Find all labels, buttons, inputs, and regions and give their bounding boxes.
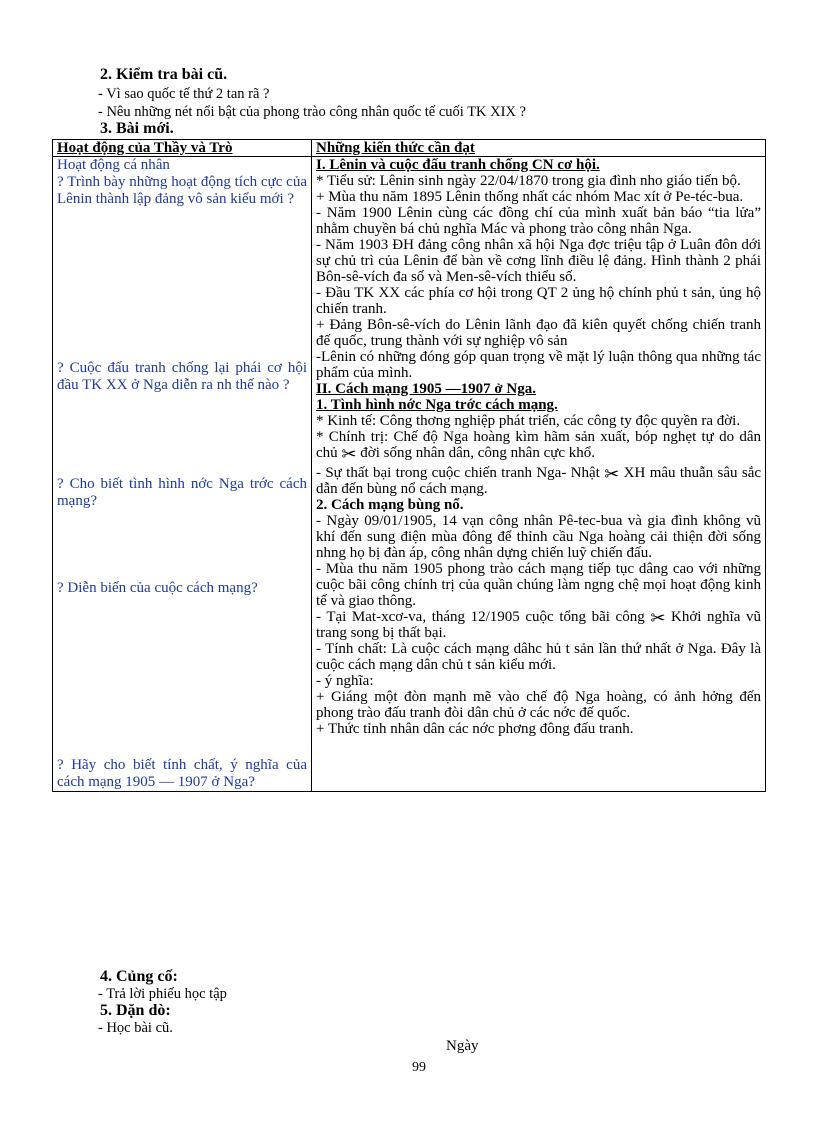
question-3: ? Cho biết tình hình nớc Nga trớc cách mạng? bbox=[57, 476, 307, 509]
header-teacher-student: Hoạt động của Thầy và Trò bbox=[53, 140, 312, 157]
scissors-icon: ✂ bbox=[650, 607, 666, 628]
table-body-row bbox=[53, 157, 766, 792]
section-2-title: 2. Kiểm tra bài cũ. bbox=[100, 66, 228, 83]
text-p9a: * Chính trị: Chế độ Nga hoàng kìm hãm sản xuất, bóp nghẹt tự do dân chủ bbox=[316, 429, 761, 461]
text-p17: + Thức tỉnh nhân dân các nớc phơng đông đấu tranh. bbox=[316, 721, 634, 737]
footer-date-label: Ngày bbox=[446, 1038, 479, 1054]
text-p11: - Ngày 09/01/1905, 14 vạn công nhân Pê-tec-bua và gia đình không vũ khí đến sung điện mùa đông để thỉnh cầu Nga hoàng cải thiện đời sống nhng họ bị đàn áp, công nhân dựng chiến luỹ chiến đấu. bbox=[316, 513, 761, 561]
text-p1: * Tiểu sử: Lênin sinh ngày 22/04/1870 trong gia đình nho giáo tiến bộ. bbox=[316, 173, 741, 189]
question-2: ? Cuộc đấu tranh chống lại phái cơ hội đầu TK XX ở Nga diễn ra nh thế nào ? bbox=[57, 360, 307, 393]
right-column bbox=[312, 157, 766, 792]
question-5: ? Hãy cho biết tính chất, ý nghĩa của cách mạng 1905 — 1907 ở Nga? bbox=[57, 757, 307, 790]
heading-revolution: II. Cách mạng 1905 —1907 ở Nga. bbox=[316, 381, 536, 397]
activity-intro: Hoạt động cá nhân bbox=[57, 157, 170, 173]
text-p15: - ý nghĩa: bbox=[316, 673, 374, 689]
section-2-line-1: - Vì sao quốc tế thứ 2 tan rã ? bbox=[98, 86, 270, 102]
scissors-icon: ✂ bbox=[604, 463, 620, 484]
text-p4: - Năm 1903 ĐH đảng công nhân xã hội Nga đợc triệu tập ở Luân đôn dới sự chủ trì của Lênin để bàn về cơng lĩnh điều lệ đảng. Hình thành 2 phái Bôn-sê-vích đa số và Men-sê-vích thiểu số. bbox=[316, 237, 761, 285]
heading-outbreak: 2. Cách mạng bùng nổ. bbox=[316, 497, 464, 513]
question-4: ? Diễn biến của cuộc cách mạng? bbox=[57, 580, 258, 596]
page-number: 99 bbox=[412, 1060, 426, 1075]
table-header-row bbox=[53, 140, 766, 157]
text-p14: - Tính chất: Là cuộc cách mạng dâhc hủ t sản lần thứ nhất ở Nga. Đây là cuộc cách mạng dân chủ t sản kiểu mới. bbox=[316, 641, 761, 673]
left-column bbox=[53, 157, 312, 792]
heading-lenin: I. Lênin và cuộc đấu tranh chống CN cơ hội. bbox=[316, 157, 600, 173]
text-p10a: - Sự thất bại trong cuộc chiến tranh Nga- Nhật bbox=[316, 465, 600, 481]
header-knowledge: Những kiến thức cần đạt bbox=[312, 140, 766, 157]
section-4-title: 4. Củng cố: bbox=[100, 968, 178, 985]
text-p5: - Đầu TK XX các phía cơ hội trong QT 2 ủng hộ chính phủ t sản, ủng hộ chiến tranh. bbox=[316, 285, 761, 317]
section-2-line-2: - Nêu những nét nổi bật của phong trào công nhân quốc tế cuối TK XIX ? bbox=[98, 104, 526, 120]
text-p10b: XH bbox=[623, 465, 646, 481]
text-p2: + Mùa thu năm 1895 Lênin thống nhất các nhóm Mac xít ở Pe-téc-bua. bbox=[316, 189, 744, 205]
text-p6: + Đảng Bôn-sê-vích do Lênin lãnh đạo đã kiên quyết chống chiến tranh đế quốc, trung thành với sự nghiệp vô sản bbox=[316, 317, 761, 349]
text-p7: -Lênin có những đóng góp quan trọng về mặt lý luận thông qua những tác phẩm của mình. bbox=[316, 349, 761, 381]
heading-situation: 1. Tình hình nớc Nga trớc cách mạng. bbox=[316, 397, 558, 413]
section-4-line: - Trả lời phiếu học tập bbox=[98, 986, 227, 1002]
lesson-table bbox=[52, 139, 766, 792]
text-p13a: - Tại Mat-xcơ-va, tháng 12/1905 cuộc tổng bãi công bbox=[316, 609, 645, 625]
text-p13 bbox=[316, 609, 761, 641]
text-p16: + Giáng một đòn mạnh mẽ vào chế độ Nga hoàng, có ảnh hởng đến phong trào đấu tranh đòi dân chủ ở các nớc đế quốc. bbox=[316, 689, 761, 721]
text-p12: - Mùa thu năm 1905 phong trào cách mạng tiếp tục dâng cao với những cuộc bãi công chính trị của quần chúng làm ngng chệ mọi hoạt động kinh tế và giao thông. bbox=[316, 561, 761, 609]
section-3-title: 3. Bài mới. bbox=[100, 120, 174, 137]
text-p8: * Kinh tế: Công thơng nghiệp phát triển, các công ty độc quyền ra đời. bbox=[316, 413, 741, 429]
text-p10c: mâu thuẫn sâu sắc dẫn đến bùng nổ cách mạng. bbox=[316, 465, 762, 497]
section-5-title: 5. Dặn dò: bbox=[100, 1002, 171, 1019]
scissors-icon: ✂ bbox=[341, 443, 357, 464]
text-p13b: Khởi nghĩa vũ trang song bị thất bại. bbox=[316, 609, 761, 641]
text-p9b: đời sống nhân dân, công nhân cực khổ. bbox=[360, 445, 596, 461]
question-1: ? Trình bày những hoạt động tích cực của Lênin thành lập đảng vô sản kiểu mới ? bbox=[57, 174, 307, 207]
text-p3: - Năm 1900 Lênin cùng các đồng chí của mình xuất bản báo “tia lửa” nhằm chuyền bá chủ nghĩa Mác và phong trào công nhân Nga. bbox=[316, 205, 761, 237]
text-p10 bbox=[316, 465, 761, 497]
section-5-line: - Học bài cũ. bbox=[98, 1020, 173, 1036]
text-p9 bbox=[316, 429, 761, 464]
